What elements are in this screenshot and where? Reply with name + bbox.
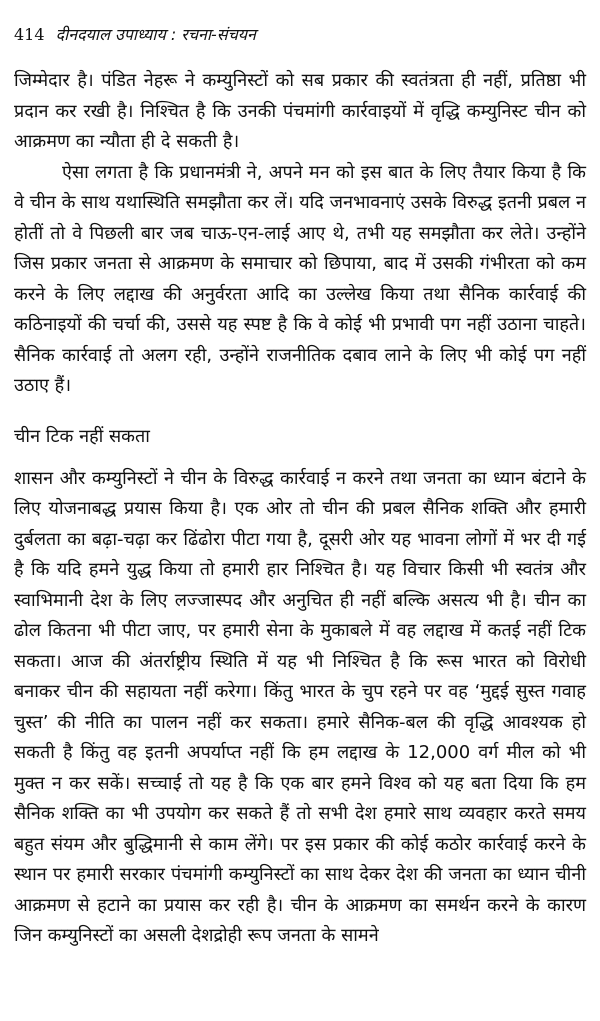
page-number: 414 — [14, 25, 45, 44]
paragraph-continued: जिम्मेदार है। पंडित नेहरू ने कम्युनिस्टों को सब प्रकार की स्वतंत्रता ही नहीं, प्रतिष्ठा भी प्रदान कर रखी है। निश्चित है कि उनकी पंचमांगी कार्रवाइयों में वृद्धि कम्युनिस्ट चीन को आक्रमण का न्यौता ही दे सकती है। — [14, 70, 586, 152]
running-header — [14, 22, 586, 48]
section-paragraph: शासन और कम्युनिस्टों ने चीन के विरुद्ध कार्रवाई न करने तथा जनता का ध्यान बंटाने के लिए योजनाबद्ध प्रयास किया है। एक ओर तो चीन की प्रबल सैनिक शक्ति और हमारी दुर्बलता का बढ़ा-चढ़ा कर ढिंढोरा पीटा गया है, दूसरी ओर यह भावना लोगों में भर दी गई है कि यदि हमने युद्ध किया तो हमारी हार निश्चित है। यह विचार किसी भी स्वतंत्र और स्वाभिमानी देश के लिए लज्जास्पद और अनुचित ही नहीं बल्कि असत्य भी है। चीन का ढोल कितना भी पीटा जाए, पर हमारी सेना के मुकाबले में वह लद्दाख में कतई नहीं टिक सकता। आज की अंतर्राष्ट्रीय स्थिति में यह भी निश्चित है कि रूस भारत को विरोधी बनाकर चीन की सहायता नहीं करेगा। किंतु भारत के चुप रहने पर वह ‘मुद्दई सुस्त गवाह चुस्त’ की नीति का पालन नहीं कर सकता। हमारे सैनिक-बल की वृद्धि आवश्यक हो सकती है किंतु वह इतनी अपर्याप्त नहीं कि हम लद्दाख के 12,000 वर्ग मील को भी मुक्त न कर सकें। सच्चाई तो यह है कि एक बार हमने विश्व को यह बता दिया कि हम सैनिक शक्ति का भी उपयोग कर सकते हैं तो सभी देश हमारे साथ व्यवहार करते समय बहुत संयम और बुद्धिमानी से काम लेंगे। पर इस प्रकार की कोई कठोर कार्रवाई करने के स्थान पर हमारी सरकार पंचमांगी कम्युनिस्टों का साथ देकर देश की जनता का ध्यान चीनी आक्रमण से हटाने का प्रयास कर रही है। चीन के आक्रमण का समर्थन करने के कारण जिन कम्युनिस्टों का असली देशद्रोही रूप जनता के सामने — [14, 467, 586, 946]
paragraph-prime-minister: ऐसा लगता है कि प्रधानमंत्री ने, अपने मन को इस बात के लिए तैयार किया है कि वे चीन के साथ यथास्थिति समझौता कर लें। यदि जनभावनाएं उसके विरुद्ध इतनी प्रबल न होतीं तो वे पिछली बार जब चाऊ-एन-लाई आए थे, तभी यह समझौता कर लेते। उन्होंने जिस प्रकार जनता से आक्रमण के समाचार को छिपाया, बाद में उसकी गंभीरता को कम करने के लिए लद्दाख की अनुर्वरता आदि का उल्लेख किया तथा सैनिक कार्रवाई की कठिनाइयों की चर्चा की, उससे यह स्पष्ट है कि वे कोई भी प्रभावी पग नहीं उठाना चाहते। सैनिक कार्रवाई तो अलग रही, उन्होंने राजनीतिक दबाव लाने के लिए भी कोई पग नहीं उठाए हैं। — [14, 161, 586, 396]
section-heading: चीन टिक नहीं सकता — [14, 425, 150, 447]
book-title: दीनदयाल उपाध्याय : रचना-संचयन — [55, 25, 256, 44]
